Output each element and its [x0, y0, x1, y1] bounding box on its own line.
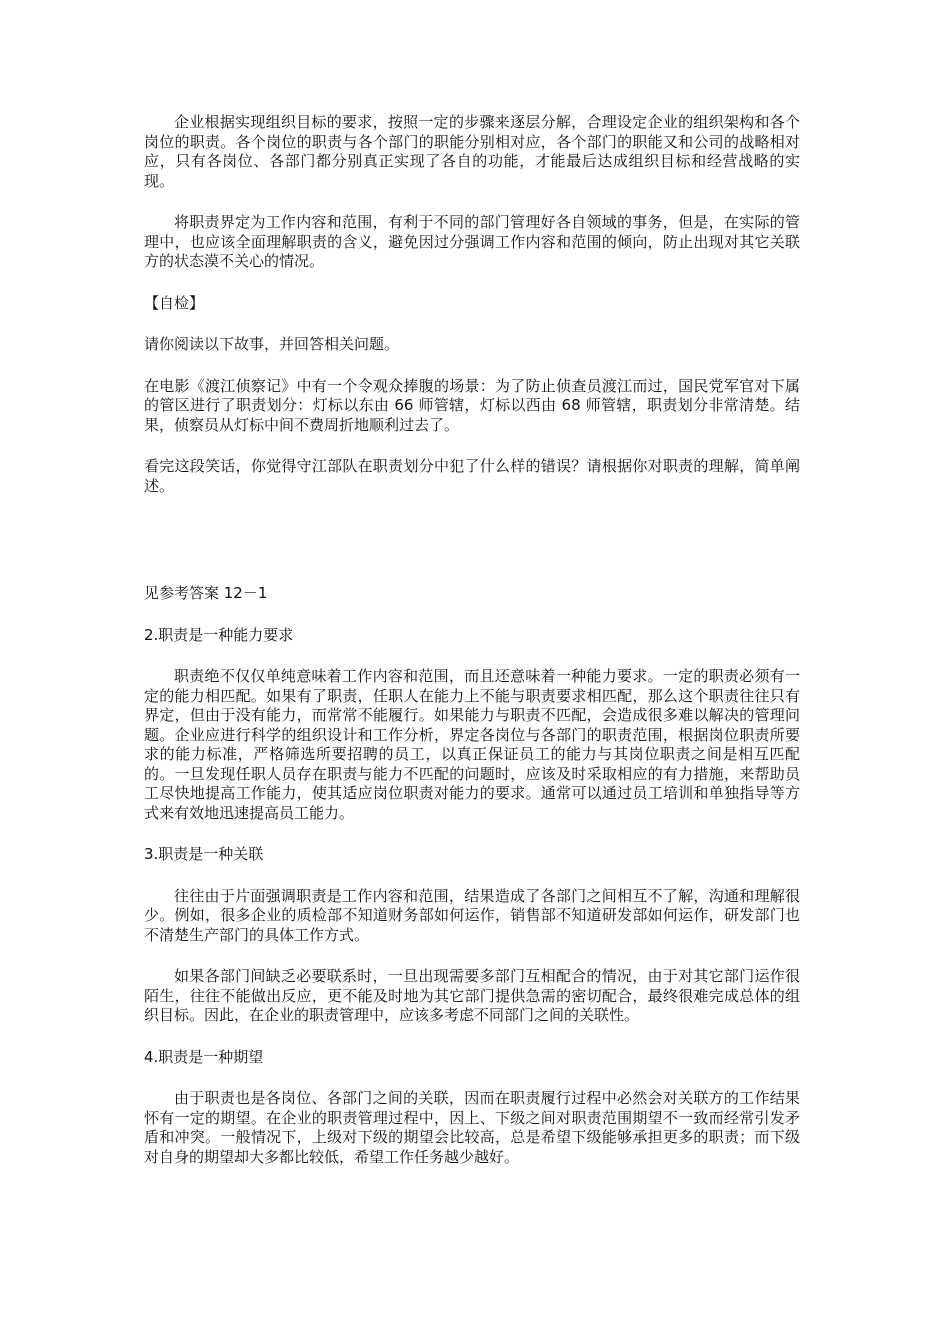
paragraph-org-goals: 企业根据实现组织目标的要求，按照一定的步骤来逐层分解，合理设定企业的组织架构和各个岗位的职责。各个岗位的职责与各个部门的职能分别相对应，各个部门的职能又和公司的战略相对应，只有各岗位、各部门都分别真正实现了各自的功能，才能最后达成组织目标和经营战略的实现。	[144, 113, 800, 190]
paragraph-ability: 职责绝不仅仅单纯意味着工作内容和范围，而且还意味着一种能力要求。一定的职责必须有一定的能力相匹配。如果有了职责，任职人在能力上不能与职责要求相匹配，那么这个职责往往只有界定，但由于没有能力，而常常不能履行。如果能力与职责不匹配，会造成很多难以解决的管理问题。企业应进行科学的组织设计和工作分析，界定各岗位与各部门的职责范围，根据岗位职责所要求的能力标准，严格筛选所要招聘的员工，以真正保证员工的能力与其岗位职责之间是相互匹配的。一旦发现任职人员存在职责与能力不匹配的问题时，应该及时采取相应的有力措施，来帮助员工尽快地提高工作能力，使其适应岗位职责对能力的要求。通常可以通过员工培训和单独指导等方式来有效地迅速提高员工能力。	[144, 667, 800, 822]
section-heading-relation: 3.职责是一种关联	[144, 845, 264, 863]
paragraph-relation-2: 如果各部门间缺乏必要联系时，一旦出现需要多部门互相配合的情况，由于对其它部门运作很陌生，往往不能做出反应，更不能及时地为其它部门提供急需的密切配合，最终很难完成总体的组织目标。因此，在企业的职责管理中，应该多考虑不同部门之间的关联性。	[144, 967, 800, 1024]
self-check-heading: 【自检】	[144, 293, 205, 312]
paragraph-duty-definition: 将职责界定为工作内容和范围，有利于不同的部门管理好各自领域的事务，但是，在实际的管理中，也应该全面理解职责的含义，避免因过分强调工作内容和范围的倾向，防止出现对其它关联方的状态漠不关心的情况。	[144, 213, 800, 270]
paragraph-relation-1: 往往由于片面强调职责是工作内容和范围，结果造成了各部门之间相互不了解，沟通和理解很少。例如，很多企业的质检部不知道财务部如何运作，销售部不知道研发部如何运作，研发部门也不清楚生产部门的具体工作方式。	[144, 886, 800, 944]
question-paragraph: 看完这段笑话，你觉得守江部队在职责划分中犯了什么样的错误？请根据你对职责的理解，简单阐述。	[144, 457, 800, 495]
document-page	[144, 113, 800, 1167]
reading-prompt: 请你阅读以下故事，并回答相关问题。	[144, 335, 400, 353]
section-heading-ability: 2.职责是一种能力要求	[144, 625, 294, 644]
story-paragraph: 在电影《渡江侦察记》中有一个令观众捧腹的场景：为了防止侦查员渡江而过，国民党军官对下属的管区进行了职责划分：灯标以东由 66 师管辖，灯标以西由 68 师管辖，职责划分非常清楚。结果，侦察员从灯标中间不费周折地顺利过去了。	[144, 376, 800, 434]
section-heading-expectation: 4.职责是一种期望	[144, 1047, 264, 1066]
answer-reference: 见参考答案 12－1	[144, 584, 268, 602]
paragraph-expectation: 由于职责也是各岗位、各部门之间的关联，因而在职责履行过程中必然会对关联方的工作结果怀有一定的期望。在企业的职责管理过程中，因上、下级之间对职责范围期望不一致而经常引发矛盾和冲突。一般情况下，上级对下级的期望会比较高，总是希望下级能够承担更多的职责；而下级对自身的期望却大多都比较低，希望工作任务越少越好。	[144, 1089, 800, 1166]
